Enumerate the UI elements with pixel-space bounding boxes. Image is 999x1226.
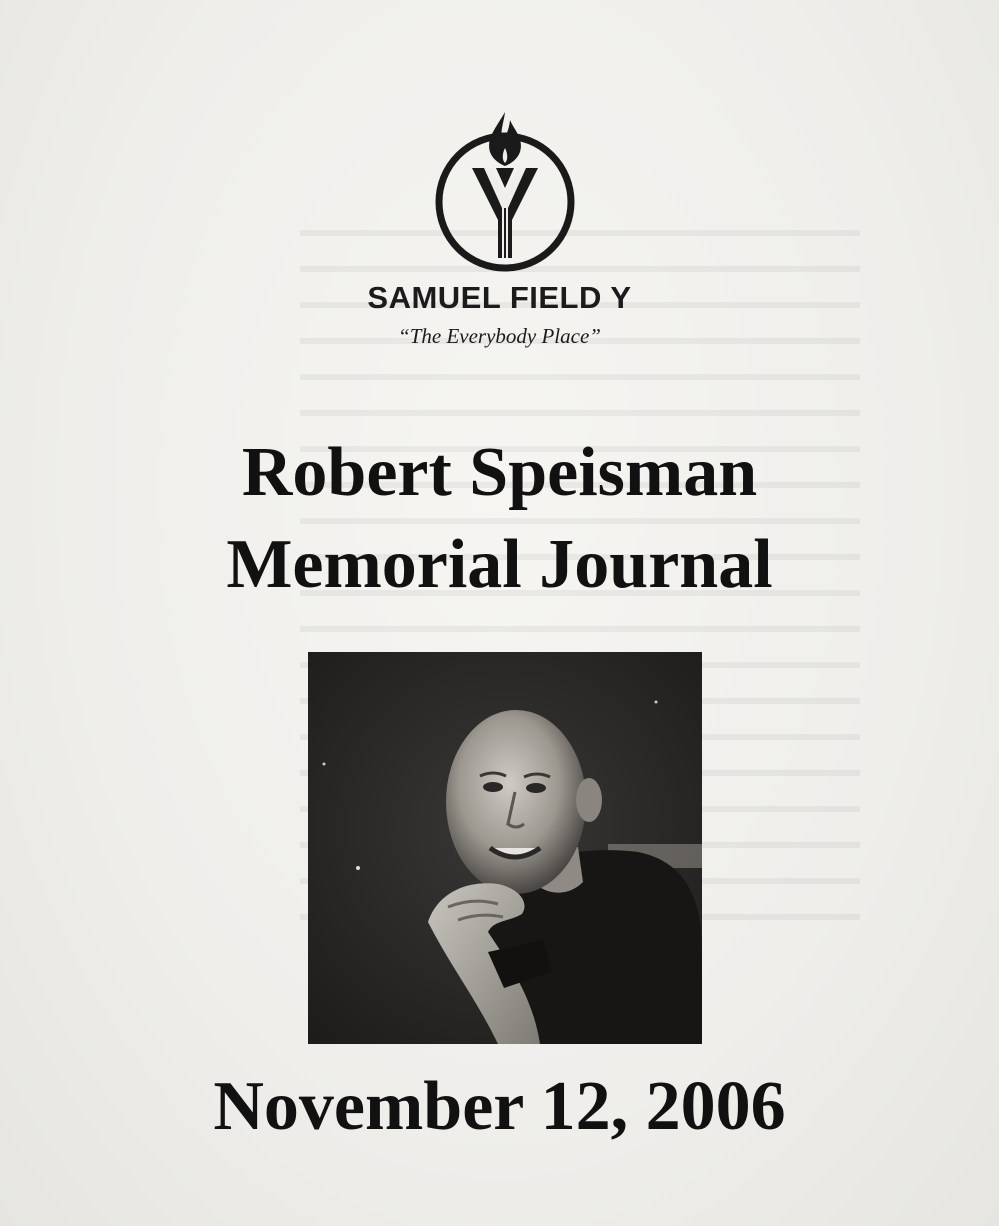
journal-title-line-1: Robert Speisman [241,434,758,511]
memorial-date: November 12, 2006 [213,1068,786,1145]
organization-name: SAMUEL FIELD Y [367,280,632,315]
torch-y-in-circle-icon [430,108,580,274]
portrait-photo [308,652,702,1044]
organization-tagline: “The Everybody Place” [398,324,601,348]
samuel-field-y-logo [430,108,580,274]
memorial-portrait-photo [308,652,702,1044]
journal-title-line-2: Memorial Journal [226,526,773,603]
